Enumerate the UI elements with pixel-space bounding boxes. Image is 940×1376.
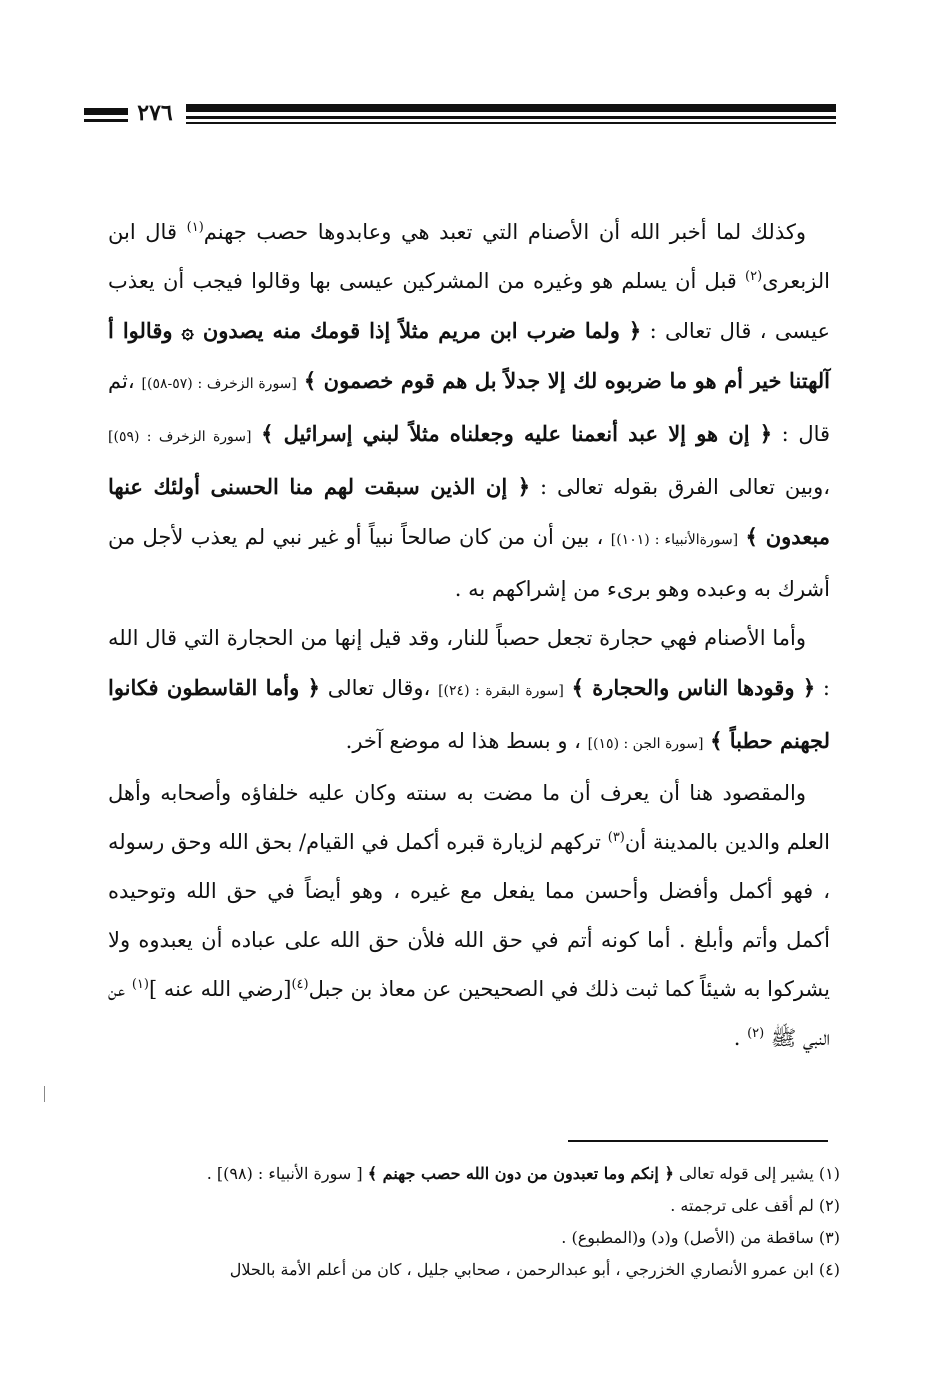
text-run: . xyxy=(733,1026,748,1050)
footnote xyxy=(80,1222,840,1254)
paragraph xyxy=(108,769,830,1063)
text-run: ، بين أن من كان صالحاً نبياً أو غير نبي لم يعذب لأجل من أشرك به وعبده وهو برىء من إشراكهم به . xyxy=(108,525,830,601)
paragraph xyxy=(108,208,830,614)
page-header xyxy=(84,100,836,132)
quran-verse: ﴿ وأما القاسطون فكانوا لجهنم حطباً ﴾ xyxy=(108,675,830,753)
text-run: وكذلك لما أخبر الله أن الأصنام التي تعبد هي وعابدوها حصب جهنم xyxy=(203,220,806,244)
text-run: [ سورة الأنبياء : (٩٨)] . xyxy=(206,1164,368,1183)
text-run: قال ابن الزبعرى xyxy=(108,220,830,293)
margin-mark xyxy=(44,1086,45,1102)
text-run: (٤) ابن عمرو الأنصاري الخزرجي ، أبو عبدالرحمن ، صحابي جليل ، كان من أعلم الأمة بالحلال xyxy=(229,1260,840,1279)
text-run: ، و بسط هذا له موضع آخر. xyxy=(345,729,588,753)
quran-verse: ﴿ إن الذين سبقت لهم منا الحسنى أولئك عنها مبعدون ﴾ xyxy=(108,474,831,549)
text-run: (٣) ساقطة من (الأصل) و(د) و(المطبوع) . xyxy=(561,1228,840,1247)
footnotes xyxy=(80,1158,840,1286)
footnote-marker: (٢) xyxy=(745,269,763,284)
footnote-marker: (٣) xyxy=(607,830,625,845)
header-rule-right-thick xyxy=(186,104,836,112)
text-run: والمقصود هنا أن يعرف أن ما مضت به سنته وكان عليه خلفاؤه وأصحابه وأهل العلم والدين بالمدينة أن xyxy=(108,781,830,854)
header-rule-left-thick xyxy=(84,108,130,115)
verse-reference: [سورة الجن : (١٥)] xyxy=(587,736,704,752)
text-run: [رضي الله عنه ] xyxy=(148,977,292,1001)
footnote xyxy=(80,1190,840,1222)
footnote-separator xyxy=(568,1140,828,1142)
verse-reference: [سورة الزخرف : (٥٩)] xyxy=(108,429,252,445)
page-number: ٢٧٦ xyxy=(128,98,182,128)
text-run: ،وبين تعالى الفرق بقوله تعالى : xyxy=(530,475,830,499)
verse-reference: [سورةالأنبياء : (١٠١)] xyxy=(610,532,739,548)
text-run xyxy=(297,369,304,393)
text-run: (٢) لم أقف على ترجمته . xyxy=(670,1196,840,1215)
footnote-marker: (١) xyxy=(186,220,204,235)
footnote xyxy=(80,1158,840,1190)
text-run xyxy=(564,676,572,700)
footnote-marker: (٢) xyxy=(747,1026,765,1041)
verse-reference: [سورة البقرة : (٢٤)] xyxy=(438,683,564,699)
footnote-marker: (١) xyxy=(131,977,149,992)
header-rule-left-thin xyxy=(84,119,130,122)
text-run: عن النبي ﷺ xyxy=(108,977,830,1050)
text-run: ،ثم قال : xyxy=(108,369,831,446)
quran-verse: ﴿ ولما ضرب ابن مريم مثلاً إذا قومك منه يصدون ۞ وقالوا أ آلهتنا خير أم هو ما ضربوه لك إلا جدلاً بل هم قوم خصمون ﴾ xyxy=(108,318,830,393)
main-text xyxy=(108,208,830,1063)
quran-verse: ﴿ إنكم وما تعبدون من دون الله حصب جهنم ﴾ xyxy=(367,1164,674,1183)
footnote xyxy=(80,1254,840,1286)
text-run: وأما الأصنام فهي حجارة تجعل حصباً للنار، وقد قيل إنها من الحجارة التي قال الله : xyxy=(108,626,830,700)
header-rule-right-thin xyxy=(186,116,836,119)
quran-verse: ﴿ وقودها الناس والحجارة ﴾ xyxy=(571,675,816,700)
text-run: تركهم لزيارة قبره أكمل في القيام/ بحق الله وحق رسوله ، فهو أكمل وأفضل وأحسن مما يفعل مع غيره ، وهو أيضاً في حق الله وتوحيده أكمل وأتم وأبلغ . أما كونه أتم في حق الله فلأن حق الله على عباده أن يعبدوه ولا يشركوا به شيئاً كما ثبت ذلك في الصحيحين عن معاذ بن جبل xyxy=(108,830,830,1001)
header-rule-right-hair xyxy=(186,122,836,124)
verse-reference: [سورة الزخرف : (٥٧-٥٨)] xyxy=(141,376,297,392)
footnote-marker: (٤) xyxy=(291,977,309,992)
text-run xyxy=(251,422,261,446)
quran-verse: ﴿ إن هو إلا عبد أنعمنا عليه وجعلناه مثلاً لبني إسرائيل ﴾ xyxy=(261,421,773,446)
text-run: (١) يشير إلى قوله تعالى xyxy=(673,1164,840,1183)
text-run: ،وقال تعالى xyxy=(319,676,439,700)
paragraph xyxy=(108,614,830,769)
text-run: قبل أن يسلم هو وغيره من المشركين عيسى بها وقالوا فيجب أن يعذب عيسى ، قال تعالى : xyxy=(108,269,830,343)
